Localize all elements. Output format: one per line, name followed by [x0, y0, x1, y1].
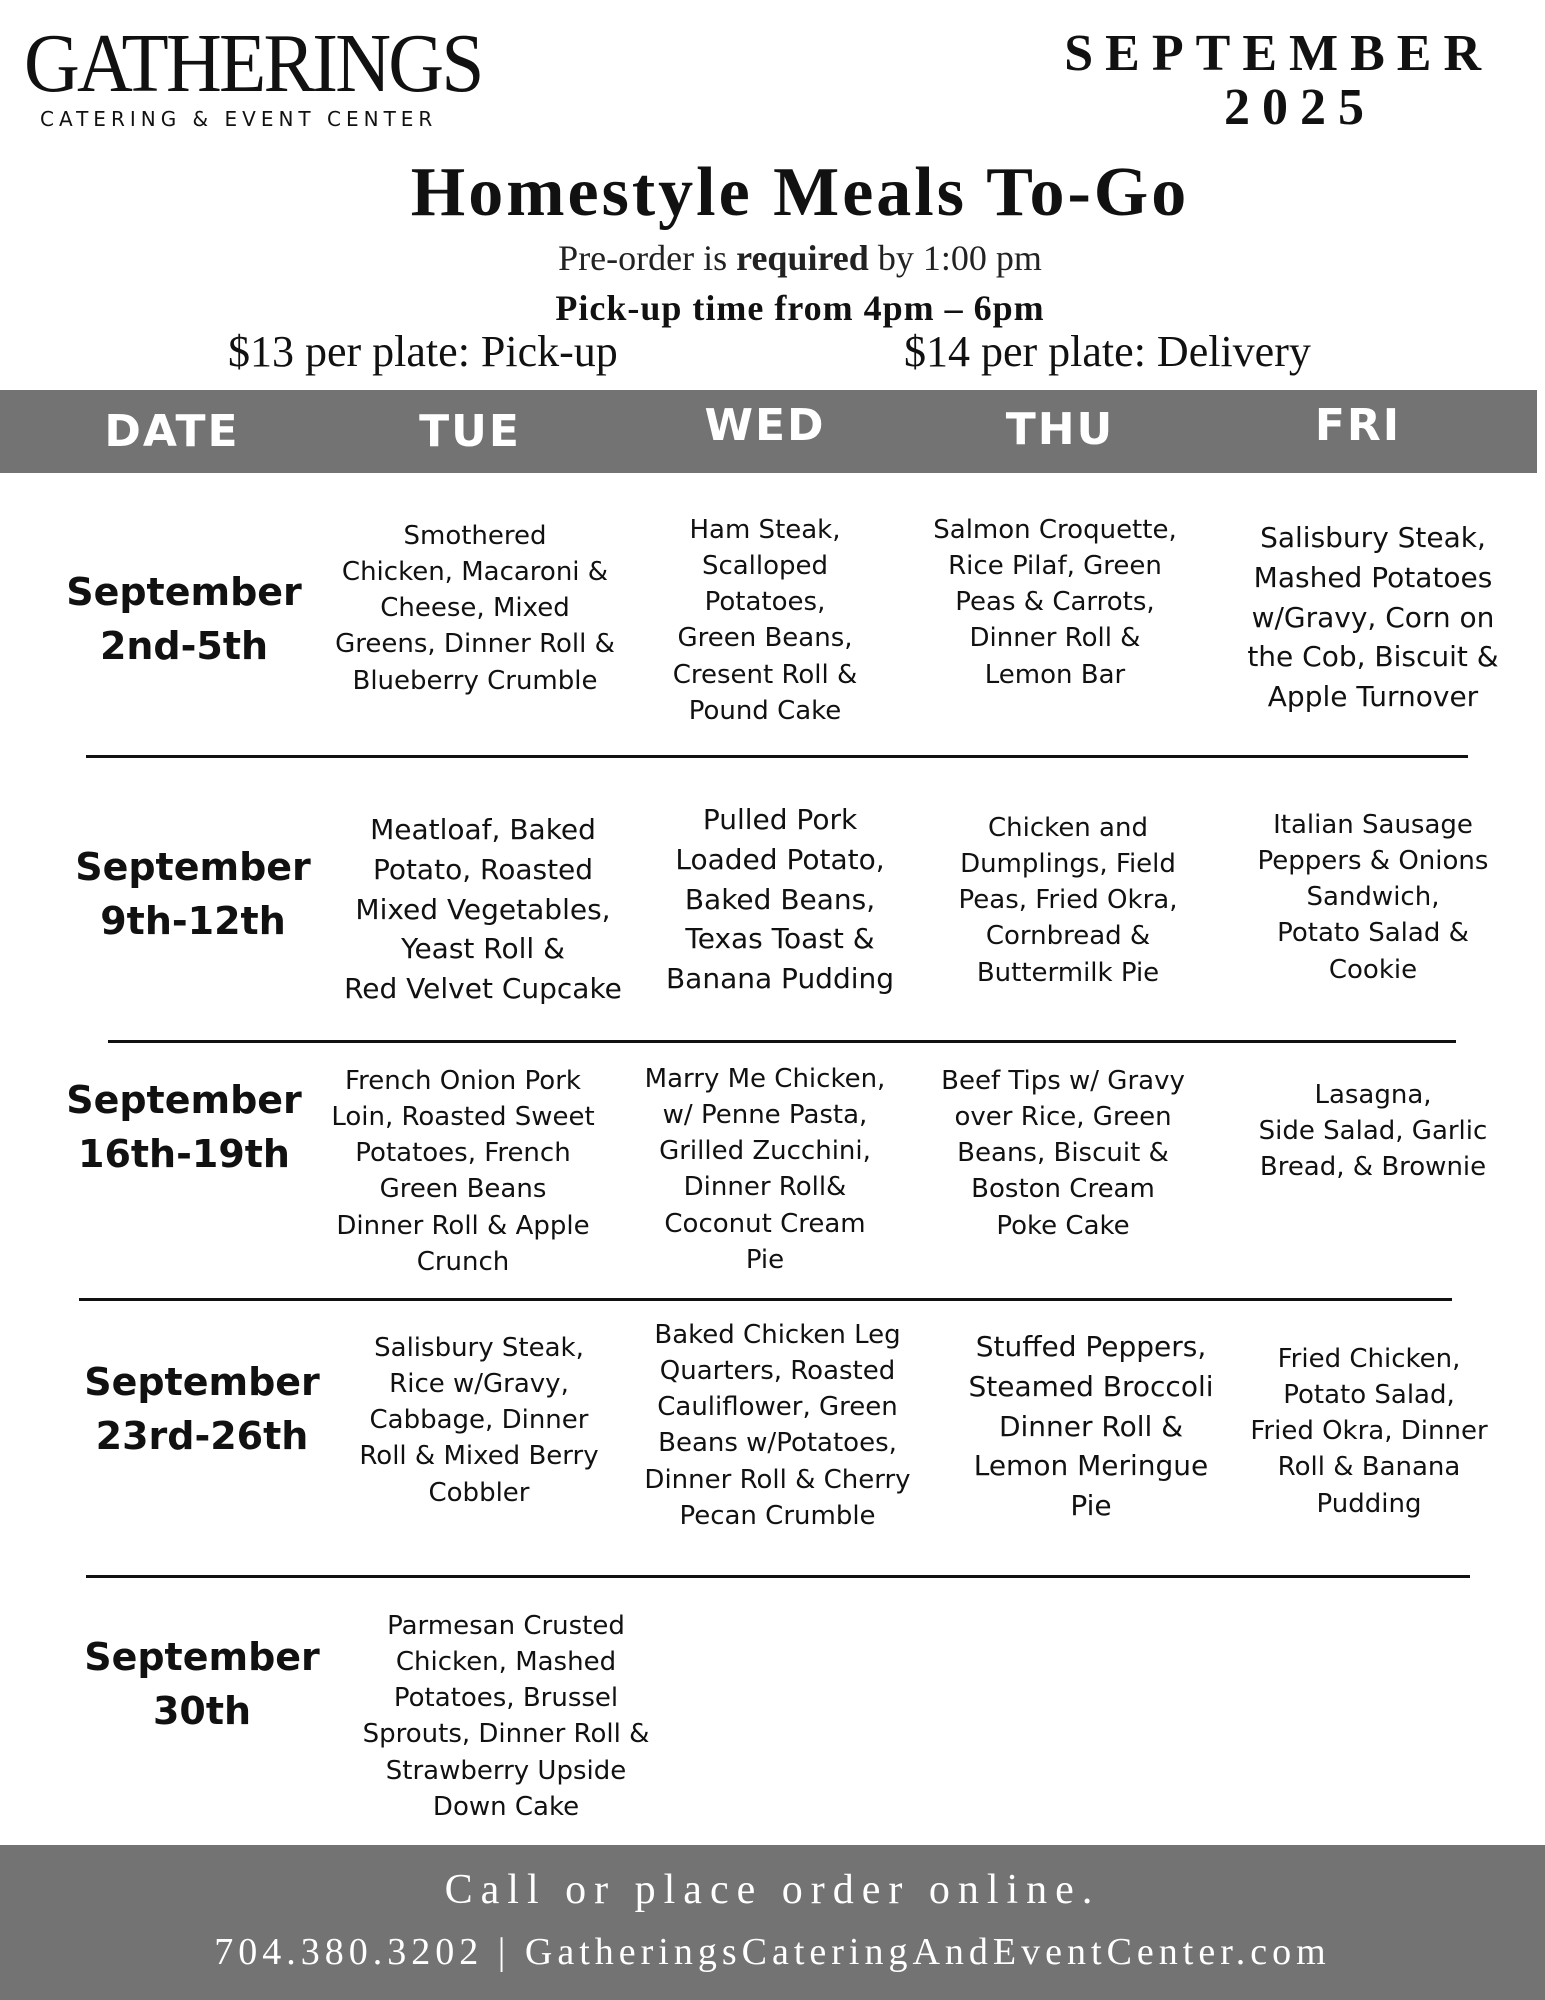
meal-line: Baked Beans,	[684, 882, 876, 916]
week-1-wed-meal	[620, 512, 910, 729]
meal-line: the Cob, Biscuit &	[1247, 640, 1499, 674]
meal-line: w/Gravy, Corn on	[1251, 600, 1495, 634]
meal-line: Salisbury Steak,	[374, 1333, 584, 1363]
header-date: DATE	[104, 406, 240, 457]
meal-line: Lemon Meringue	[973, 1449, 1209, 1483]
preorder-emphasis: required	[736, 238, 869, 278]
meal-line: Roll & Mixed Berry	[359, 1441, 599, 1472]
pickup-time: Pick-up time from 4pm – 6pm	[555, 288, 1045, 328]
meal-line: Potato Salad,	[1283, 1380, 1455, 1411]
week-2-tue-meal	[338, 810, 628, 1009]
meal-line: Apple Turnover	[1267, 680, 1479, 713]
date-month: September	[75, 845, 311, 889]
footer-contact: 704.380.3202 | GatheringsCateringAndEventCenter.com	[214, 1931, 1331, 1973]
week-3-wed-meal	[620, 1061, 910, 1278]
meal-line: Grilled Zucchini,	[659, 1136, 871, 1167]
meal-line: Stuffed Peppers,	[975, 1330, 1207, 1363]
week-1-fri-meal	[1228, 518, 1518, 717]
date-range: 30th	[152, 1689, 252, 1734]
meal-line: French Onion Pork	[345, 1066, 581, 1096]
price-pickup: $13 per plate: Pick-up	[228, 327, 618, 376]
week-2-fri-meal	[1228, 807, 1518, 988]
week-3-date	[34, 1073, 334, 1182]
meal-line: Baked Chicken Leg	[654, 1320, 901, 1350]
meal-line: Side Salad, Garlic	[1258, 1116, 1488, 1147]
week-4-tue-meal	[334, 1330, 624, 1511]
meal-line: Fried Okra, Dinner	[1250, 1416, 1488, 1447]
meal-line: Coconut Cream	[664, 1208, 866, 1239]
meal-line: Red Velvet Cupcake	[344, 972, 622, 1005]
header-thu: THU	[1005, 404, 1115, 455]
week-4-thu-meal	[946, 1327, 1236, 1526]
meal-line: Yeast Roll &	[401, 932, 565, 966]
meal-line: Roll & Banana	[1277, 1452, 1461, 1483]
meal-line: Sprouts, Dinner Roll &	[362, 1719, 650, 1750]
week-3-fri-meal	[1228, 1077, 1518, 1185]
meal-line: Rice w/Gravy,	[389, 1369, 569, 1400]
meal-line: Buttermilk Pie	[976, 957, 1160, 988]
meal-line: Potato, Roasted	[372, 852, 594, 886]
meal-line: Potato Salad &	[1277, 918, 1469, 949]
week-1-tue-meal	[330, 518, 620, 699]
meal-line: Chicken, Macaroni &	[341, 557, 609, 588]
week-1-thu-meal	[910, 512, 1200, 693]
meal-line: Strawberry Upside	[385, 1755, 627, 1786]
meal-line: Italian Sausage	[1273, 810, 1473, 840]
row-divider	[108, 1040, 1456, 1043]
meal-line: Scalloped	[701, 551, 829, 582]
meal-line: Texas Toast &	[685, 922, 875, 956]
week-5-tue-meal	[356, 1608, 656, 1825]
meal-line: Marry Me Chicken,	[644, 1064, 886, 1094]
menu-year: 2025	[1224, 79, 1376, 136]
meal-line: Pie	[1070, 1489, 1112, 1522]
meal-line: over Rice, Green	[954, 1102, 1172, 1133]
meal-line: Ham Steak,	[689, 515, 841, 545]
meal-line: Cresent Roll &	[672, 659, 858, 690]
meal-line: Cabbage, Dinner	[369, 1405, 589, 1436]
meal-line: Steamed Broccoli	[968, 1369, 1214, 1403]
meal-line: Boston Cream	[971, 1174, 1155, 1205]
date-month: September	[66, 570, 302, 614]
meal-line: Pecan Crumble	[679, 1500, 876, 1531]
meal-line: Loaded Potato,	[675, 842, 885, 876]
meal-line: Green Beans	[379, 1174, 547, 1205]
meal-line: Dinner Roll & Cherry	[644, 1464, 911, 1495]
meal-line: w/ Penne Pasta,	[662, 1100, 868, 1131]
meal-line: Dinner Roll&	[683, 1172, 847, 1203]
meal-line: Beans w/Potatoes,	[658, 1428, 897, 1459]
meal-line: Meatloaf, Baked	[370, 813, 596, 846]
week-3-tue-meal	[318, 1063, 608, 1280]
week-2-date	[43, 840, 343, 949]
brand-tagline: CATERING & EVENT CENTER	[40, 107, 438, 131]
preorder-suffix: by 1:00 pm	[868, 238, 1042, 278]
meal-line: Cheese, Mixed	[380, 593, 570, 624]
preorder-notice	[0, 240, 1545, 276]
meal-line: Loin, Roasted Sweet	[331, 1102, 595, 1133]
header-tue: TUE	[419, 406, 521, 457]
week-4-fri-meal	[1224, 1341, 1514, 1522]
meal-line: Quarters, Roasted	[659, 1356, 896, 1387]
meal-line: Fried Chicken,	[1277, 1344, 1461, 1374]
meal-line: Rice Pilaf, Green	[948, 551, 1162, 582]
date-month: September	[84, 1360, 320, 1404]
meal-line: Cobbler	[428, 1477, 530, 1508]
week-3-thu-meal	[918, 1063, 1208, 1244]
meal-line: Pudding	[1316, 1488, 1422, 1519]
page-title: Homestyle Meals To-Go	[410, 154, 1190, 231]
price-delivery: $14 per plate: Delivery	[904, 327, 1311, 376]
date-month: September	[84, 1635, 320, 1679]
meal-line: Mashed Potatoes	[1253, 560, 1493, 594]
meal-line: Chicken and	[988, 813, 1148, 843]
meal-line: Dinner Roll &	[998, 1409, 1184, 1443]
row-divider	[86, 1575, 1470, 1578]
week-1-date	[34, 565, 334, 674]
meal-line: Down Cake	[432, 1791, 580, 1822]
brand-logo-name: GATHERINGS	[24, 17, 482, 110]
date-range: 23rd-26th	[95, 1414, 309, 1459]
meal-line: Beans, Biscuit &	[957, 1138, 1169, 1169]
row-divider	[79, 1298, 1452, 1301]
meal-line: Potatoes, French	[355, 1138, 571, 1169]
meal-line: Salmon Croquette,	[933, 515, 1177, 545]
meal-line: Bread, & Brownie	[1259, 1152, 1487, 1183]
week-4-wed-meal	[630, 1317, 925, 1534]
meal-line: Pulled Pork	[702, 803, 858, 836]
table-header-bar	[0, 390, 1537, 473]
meal-line: Mixed Vegetables,	[355, 892, 611, 926]
meal-line: Dinner Roll &	[969, 623, 1141, 654]
date-range: 9th-12th	[100, 899, 286, 944]
meal-line: Dumplings, Field	[960, 849, 1176, 880]
header-fri: FRI	[1314, 400, 1402, 451]
row-divider	[86, 755, 1468, 758]
header-wed: WED	[704, 400, 826, 451]
week-4-date	[52, 1355, 352, 1464]
meal-line: Pie	[745, 1244, 785, 1275]
meal-line: Peas & Carrots,	[955, 587, 1155, 618]
meal-line: Lemon Bar	[984, 659, 1126, 690]
week-5-date	[52, 1630, 352, 1739]
meal-line: Cookie	[1328, 954, 1418, 985]
meal-line: Crunch	[416, 1246, 510, 1277]
date-range: 16th-19th	[78, 1132, 290, 1177]
meal-line: Blueberry Crumble	[352, 665, 598, 696]
menu-month: SEPTEMBER	[1064, 25, 1493, 82]
week-2-wed-meal	[635, 800, 925, 999]
meal-line: Cornbread &	[985, 921, 1151, 952]
meal-line: Cauliflower, Green	[657, 1392, 898, 1423]
meal-line: Green Beans,	[677, 623, 853, 654]
preorder-prefix: Pre-order is	[558, 238, 737, 278]
week-2-thu-meal	[923, 810, 1213, 991]
meal-line: Poke Cake	[996, 1210, 1130, 1241]
footer-bar	[0, 1845, 1545, 2000]
meal-line: Sandwich,	[1306, 882, 1440, 913]
meal-line: Smothered	[403, 521, 547, 551]
meal-line: Chicken, Mashed	[395, 1647, 617, 1678]
meal-line: Potatoes, Brussel	[393, 1683, 619, 1714]
date-range: 2nd-5th	[99, 624, 269, 669]
meal-line: Peas, Fried Okra,	[958, 885, 1178, 916]
meal-line: Lasagna,	[1314, 1080, 1432, 1110]
date-month: September	[66, 1078, 302, 1122]
meal-line: Salisbury Steak,	[1260, 521, 1486, 554]
meal-line: Beef Tips w/ Gravy	[941, 1066, 1185, 1096]
meal-line: Banana Pudding	[665, 962, 895, 995]
footer-call-to-action: Call or place order online.	[444, 1867, 1101, 1913]
meal-line: Peppers & Onions	[1257, 846, 1489, 877]
meal-line: Dinner Roll & Apple	[336, 1210, 590, 1241]
meal-line: Potatoes,	[704, 587, 826, 618]
meal-line: Greens, Dinner Roll &	[335, 629, 615, 660]
meal-line: Pound Cake	[688, 695, 842, 726]
meal-line: Parmesan Crusted	[387, 1611, 625, 1641]
